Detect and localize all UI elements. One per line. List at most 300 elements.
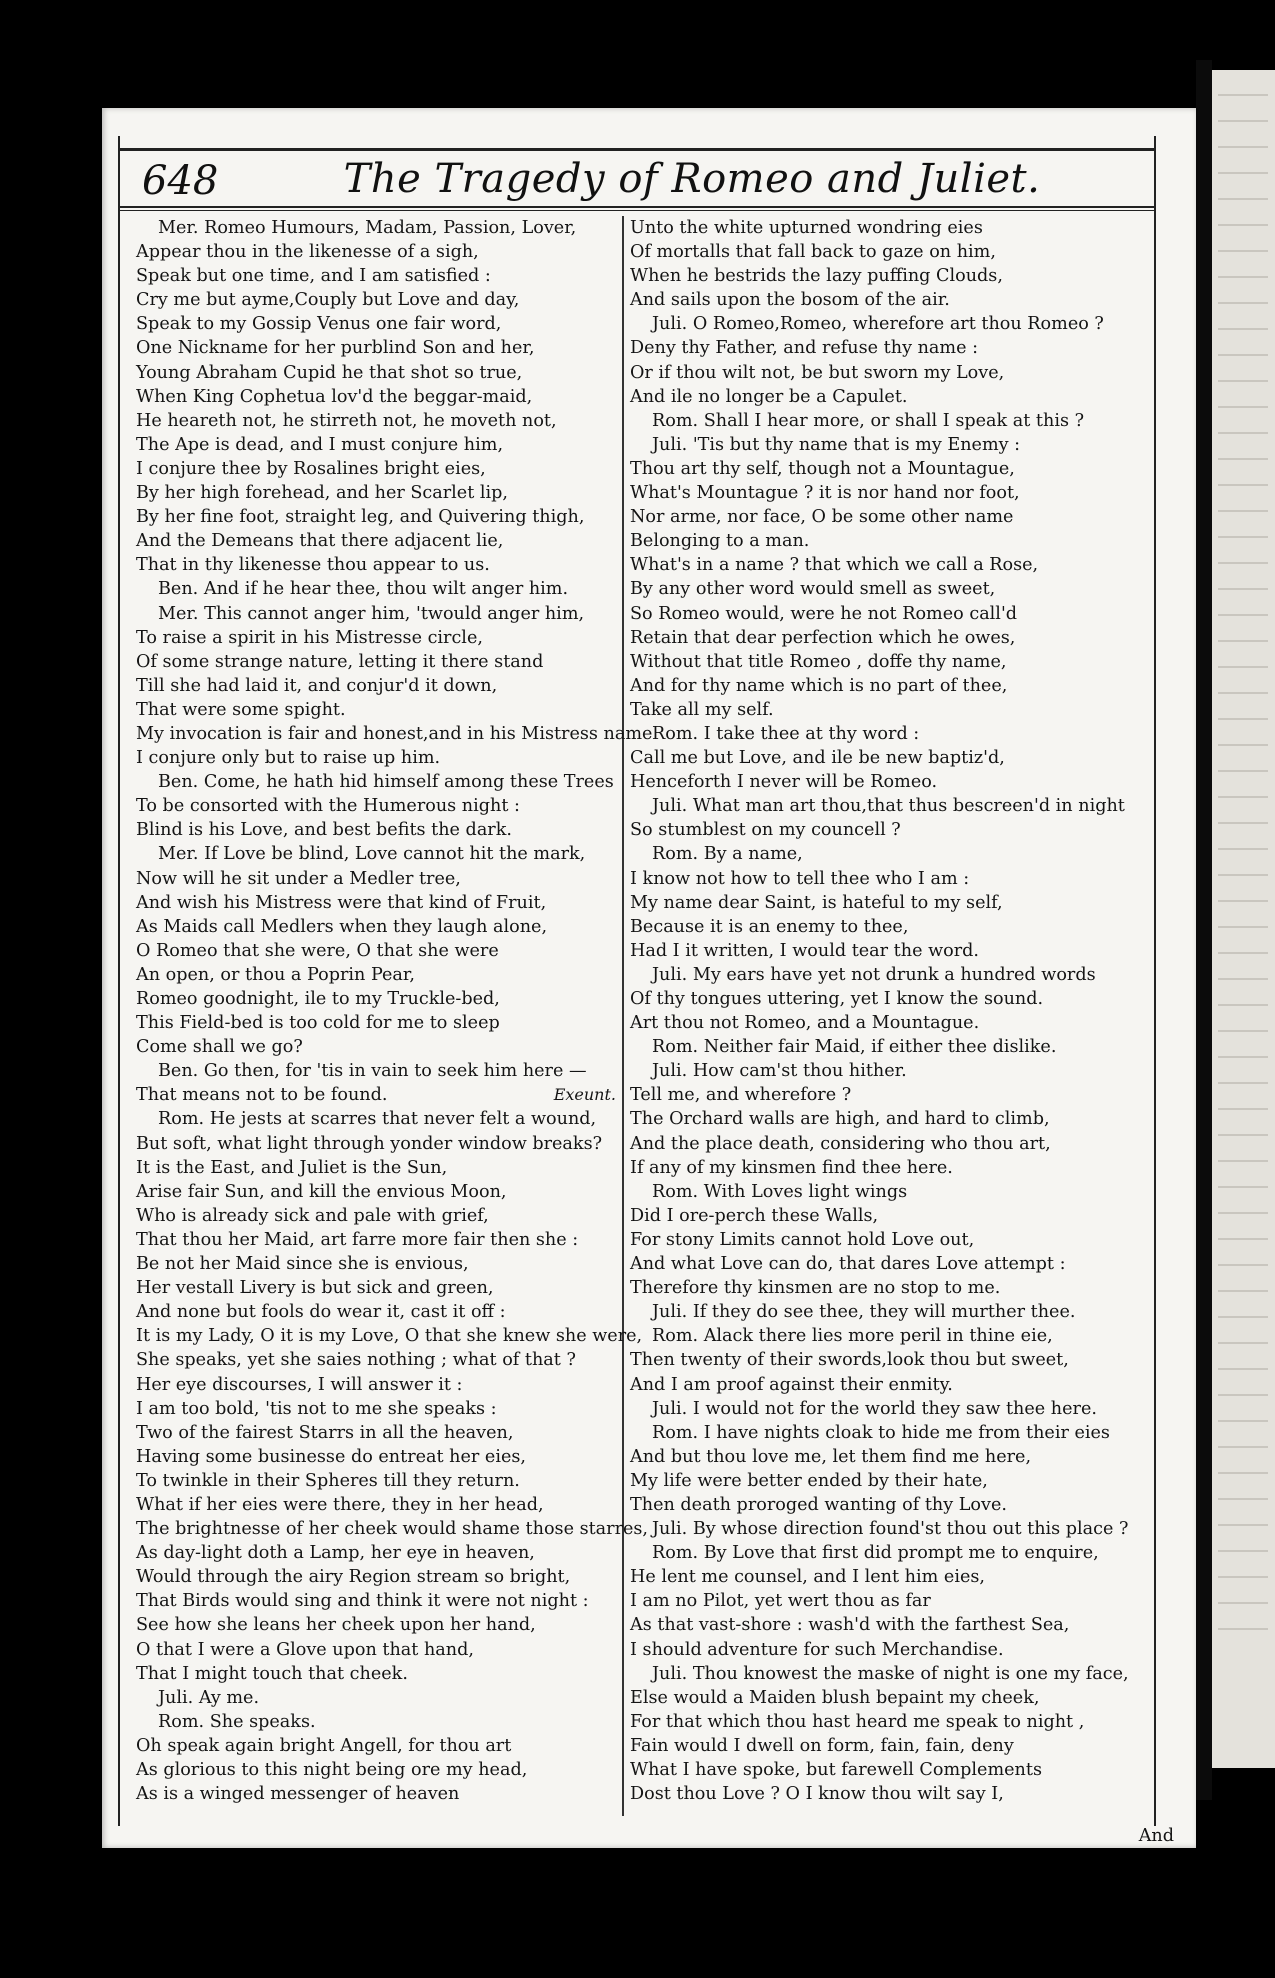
text-line-content: Thou art thy self, though not a Mountague, (630, 458, 1015, 479)
facing-page-text-trace (1218, 692, 1268, 694)
text-line (136, 1059, 620, 1083)
text-line-content: To be consorted with the Humerous night : (136, 796, 520, 817)
text-line (136, 1011, 620, 1035)
text-line-content: That means not to be found. (136, 1085, 388, 1106)
text-line-content: What's in a name ? that which we call a Rose, (630, 555, 1039, 576)
text-line-content: By her high forehead, and her Scarlet lip, (136, 483, 508, 504)
text-line (630, 1180, 1140, 1204)
facing-page-text-trace (1218, 1030, 1268, 1032)
text-line-content: Rom. I have nights cloak to hide me from their eies (652, 1422, 1110, 1443)
text-line-content: Ben. And if he hear thee, thou wilt anger him. (158, 579, 569, 600)
catchword: And (1138, 1826, 1174, 1846)
text-line-content: An open, or thou a Poprin Pear, (136, 964, 415, 985)
facing-page-text-trace (1218, 562, 1268, 564)
text-line (136, 1782, 620, 1806)
text-line (630, 891, 1140, 915)
text-line (630, 264, 1140, 288)
text-line (630, 1035, 1140, 1059)
text-line (630, 288, 1140, 312)
facing-page-text-trace (1218, 380, 1268, 382)
text-line-content: To raise a spirit in his Mistresse circle, (136, 627, 483, 648)
text-line (630, 867, 1140, 891)
text-line (136, 1493, 620, 1517)
text-line-content: That in thy likenesse thou appear to us. (136, 555, 490, 576)
facing-page-text-trace (1218, 484, 1268, 486)
text-line-content: What's Mountague ? it is nor hand nor foot, (630, 483, 1020, 504)
facing-page-text-trace (1218, 172, 1268, 174)
text-line (630, 1204, 1140, 1228)
facing-page-text-trace (1218, 1472, 1268, 1474)
text-line (136, 1565, 620, 1589)
text-line-content: Juli. My ears have yet not drunk a hundred words (652, 964, 1096, 985)
text-line-content: Juli. By whose direction found'st thou out this place ? (652, 1519, 1129, 1540)
text-line-content: And I am proof against their enmity. (630, 1374, 953, 1395)
facing-page-text-trace (1218, 1524, 1268, 1526)
text-line-content: And sails upon the bosom of the air. (630, 290, 950, 311)
facing-page-text-trace (1218, 1498, 1268, 1500)
facing-page-text-trace (1218, 1342, 1268, 1344)
text-line-content: But soft, what light through yonder window breaks? (136, 1133, 603, 1154)
text-line (630, 1638, 1140, 1662)
text-line-content: O Romeo that she were, O that she were (136, 940, 499, 961)
facing-page-text-trace (1218, 120, 1268, 122)
facing-page-text-trace (1218, 1264, 1268, 1266)
text-line (630, 1348, 1140, 1372)
text-line (630, 722, 1140, 746)
text-line (630, 1445, 1140, 1469)
text-line-content: Oh speak again bright Angell, for thou art (136, 1735, 512, 1756)
text-line-content: If any of my kinsmen find thee here. (630, 1157, 953, 1178)
facing-page-text-trace (1218, 1004, 1268, 1006)
text-line (630, 1059, 1140, 1083)
facing-page-text-trace (1218, 146, 1268, 148)
text-line-content: When King Cophetua lov'd the beggar-maid, (136, 386, 533, 407)
facing-page-text-trace (1218, 1420, 1268, 1422)
text-line-content: Rom. Shall I hear more, or shall I speak at this ? (652, 410, 1085, 431)
text-line (136, 1445, 620, 1469)
text-line-content: Speak to my Gossip Venus one fair word, (136, 314, 502, 335)
facing-page-text-trace (1218, 822, 1268, 824)
text-line-content: That thou her Maid, art farre more fair then she : (136, 1229, 579, 1250)
text-line-content: Two of the fairest Starrs in all the heaven, (136, 1422, 514, 1443)
text-line-content: Fain would I dwell on form, fain, fain, deny (630, 1735, 1014, 1756)
facing-page-text-trace (1218, 250, 1268, 252)
text-line (630, 1300, 1140, 1324)
text-line (136, 1662, 620, 1686)
text-line-content: Juli. How cam'st thou hither. (652, 1061, 907, 1082)
text-line-content: I conjure only but to raise up him. (136, 748, 441, 769)
text-line-content: Rom. I take thee at thy word : (652, 723, 920, 744)
text-line-content: Of some strange nature, letting it there stand (136, 651, 544, 672)
text-line-content: Call me but Love, and ile be new baptiz'd, (630, 748, 1005, 769)
text-line-content: Speak but one time, and I am satisfied : (136, 266, 491, 287)
facing-page-text-trace (1218, 328, 1268, 330)
facing-page-text-trace (1218, 588, 1268, 590)
text-line-content: Rom. Alack there lies more peril in thine eie, (652, 1326, 1053, 1347)
text-line (136, 794, 620, 818)
facing-page-text-trace (1218, 354, 1268, 356)
text-line (630, 1758, 1140, 1782)
facing-page-edge (1212, 70, 1275, 1768)
text-line-content: It is my Lady, O it is my Love, O that she knew she were, (136, 1326, 643, 1347)
text-line (630, 240, 1140, 264)
text-line (136, 1589, 620, 1613)
text-line-content: Ben. Go then, for 'tis in vain to seek him here — (158, 1061, 587, 1082)
text-line (630, 1662, 1140, 1686)
text-line-content: Nor arme, nor face, O be some other name (630, 507, 1014, 528)
text-line (136, 602, 620, 626)
facing-page-text-trace (1218, 432, 1268, 434)
text-line-content: Because it is an enemy to thee, (630, 916, 909, 937)
facing-page-text-trace (1218, 1394, 1268, 1396)
text-line (630, 433, 1140, 457)
text-line-content: My invocation is fair and honest,and in his Mistress name (136, 723, 653, 744)
text-line-content: And wish his Mistress were that kind of Fruit, (136, 892, 547, 913)
facing-page-text-trace (1218, 718, 1268, 720)
text-line-content: O that I were a Glove upon that hand, (136, 1639, 474, 1660)
text-line (136, 1228, 620, 1252)
text-line (630, 385, 1140, 409)
text-line (136, 1348, 620, 1372)
header-rule (118, 206, 1156, 208)
text-line (136, 1035, 620, 1059)
facing-page-text-trace (1218, 1316, 1268, 1318)
header-rule-thin (118, 210, 1156, 211)
column-divider (622, 216, 624, 1816)
running-title: The Tragedy of Romeo and Juliet. (343, 156, 1041, 202)
text-line-content: As that vast-shore : wash'd with the farthest Sea, (630, 1615, 1070, 1636)
facing-page-text-trace (1218, 666, 1268, 668)
text-line (630, 794, 1140, 818)
text-line-content: As is a winged messenger of heaven (136, 1784, 460, 1805)
text-line-content: It is the East, and Juliet is the Sun, (136, 1157, 448, 1178)
text-line (136, 1638, 620, 1662)
text-line-content: The Orchard walls are high, and hard to climb, (630, 1109, 1050, 1130)
text-line (136, 939, 620, 963)
text-line-content: The brightnesse of her cheek would shame those starres, (136, 1519, 649, 1540)
text-line (630, 1686, 1140, 1710)
text-line-content: Of thy tongues uttering, yet I know the sound. (630, 989, 1044, 1009)
text-line (630, 1517, 1140, 1541)
text-line (630, 1132, 1140, 1156)
text-line (630, 1613, 1140, 1637)
text-line-content: She speaks, yet she saies nothing ; what of that ? (136, 1350, 576, 1371)
text-line-content: This Field-bed is too cold for me to sleep (136, 1013, 500, 1034)
text-line-content: That I might touch that cheek. (136, 1663, 408, 1684)
text-line-content: Juli. What man art thou,that thus bescreen'd in night (652, 796, 1125, 817)
text-line (630, 216, 1140, 240)
text-line (136, 1107, 620, 1131)
text-line-content: What I have spoke, but farewell Complements (630, 1760, 1042, 1780)
text-line-content: And none but fools do wear it, cast it off : (136, 1302, 506, 1323)
text-line-content: One Nickname for her purblind Son and her, (136, 338, 535, 359)
text-line-content: Rom. Neither fair Maid, if either thee dislike. (652, 1037, 1057, 1058)
facing-page-text-trace (1218, 1628, 1268, 1630)
text-line (136, 409, 620, 433)
text-line (630, 818, 1140, 842)
facing-page-text-trace (1218, 848, 1268, 850)
text-line (630, 602, 1140, 626)
text-line (136, 336, 620, 360)
text-line (136, 361, 620, 385)
text-line-content: He lent me counsel, and I lent him eies, (630, 1567, 985, 1588)
text-line-content: As day-light doth a Lamp, her eye in heaven, (136, 1543, 535, 1564)
text-line (630, 1734, 1140, 1758)
text-line-content: Did I ore-perch these Walls, (630, 1205, 879, 1226)
text-line (136, 1324, 643, 1348)
text-line-content: Ben. Come, he hath hid himself among these Trees (158, 772, 614, 793)
text-line (136, 240, 620, 264)
text-line (136, 698, 620, 722)
text-line-content: Blind is his Love, and best befits the dark. (136, 820, 512, 841)
text-line (630, 1397, 1140, 1421)
facing-page-text-trace (1218, 1576, 1268, 1578)
text-line (136, 264, 620, 288)
text-line-content: Juli. Thou knowest the maske of night is one my face, (652, 1663, 1129, 1684)
text-line-content: My life were better ended by their hate, (630, 1470, 988, 1491)
facing-page-text-trace (1218, 510, 1268, 512)
text-line (630, 770, 1140, 794)
top-rule (118, 148, 1156, 151)
text-line-content: That Birds would sing and think it were not night : (136, 1591, 589, 1612)
text-line-content: Rom. With Loves light wings (652, 1181, 908, 1202)
text-line-content: Therefore thy kinsmen are no stop to me. (630, 1278, 1001, 1299)
facing-page-text-trace (1218, 276, 1268, 278)
text-line-content: By any other word would smell as sweet, (630, 579, 996, 600)
facing-page-text-trace (1218, 458, 1268, 460)
text-line (136, 1541, 620, 1565)
text-line-content: Young Abraham Cupid he that shot so true, (136, 362, 523, 383)
text-line (136, 915, 620, 939)
text-line (630, 1107, 1140, 1131)
text-line (630, 1493, 1140, 1517)
text-line (630, 939, 1140, 963)
text-line-content: The Ape is dead, and I must conjure him, (136, 434, 504, 455)
text-line (630, 336, 1140, 360)
facing-page-text-trace (1218, 1186, 1268, 1188)
text-line (630, 746, 1140, 770)
text-line (630, 529, 1140, 553)
facing-page-text-trace (1218, 952, 1268, 954)
text-line-content: Appear thou in the likenesse of a sigh, (136, 242, 479, 263)
text-line (136, 1132, 620, 1156)
text-line-content: Mer. Romeo Humours, Madam, Passion, Lover, (158, 218, 577, 238)
text-line-content: I am too bold, 'tis not to me she speaks : (136, 1398, 497, 1419)
facing-page-text-trace (1218, 1446, 1268, 1448)
text-line (136, 818, 620, 842)
text-line (136, 1397, 620, 1421)
facing-page-text-trace (1218, 1160, 1268, 1162)
text-line (630, 626, 1140, 650)
text-line (136, 1734, 620, 1758)
text-line-content: Mer. If Love be blind, Love cannot hit the mark, (158, 844, 586, 865)
facing-page-text-trace (1218, 926, 1268, 928)
text-line (136, 1686, 620, 1710)
text-line (630, 505, 1140, 529)
text-line (136, 312, 620, 336)
facing-page-text-trace (1218, 640, 1268, 642)
text-line (630, 987, 1140, 1011)
text-line-content: Be not her Maid since she is envious, (136, 1254, 469, 1275)
text-line (630, 1421, 1140, 1445)
facing-page-text-trace (1218, 94, 1268, 96)
text-line (136, 1469, 620, 1493)
text-line (630, 698, 1140, 722)
text-line (630, 1228, 1140, 1252)
text-line-content: Her vestall Livery is but sick and green, (136, 1278, 494, 1299)
text-line (630, 963, 1140, 987)
text-line (630, 650, 1140, 674)
facing-page-text-trace (1218, 1212, 1268, 1214)
right-column (630, 216, 1140, 1806)
text-line-content: Then death proroged wanting of thy Love. (630, 1494, 1007, 1515)
facing-page-text-trace (1218, 1368, 1268, 1370)
text-line-content: Mer. This cannot anger him, 'twould anger him, (158, 603, 585, 624)
text-line (136, 770, 620, 794)
text-line (136, 1613, 620, 1637)
text-line (136, 433, 620, 457)
page-number: 648 (142, 158, 219, 204)
book-gutter (1196, 60, 1212, 1800)
book-page (102, 108, 1196, 1848)
facing-page-text-trace (1218, 1056, 1268, 1058)
text-line (630, 1276, 1140, 1300)
text-line-content: That were some spight. (136, 699, 346, 720)
text-line-content: I know not how to tell thee who I am : (630, 868, 970, 889)
text-line-content: Juli. O Romeo,Romeo, wherefore art thou Romeo ? (652, 314, 1104, 335)
text-line-content: And the Demeans that there adjacent lie, (136, 531, 504, 552)
text-line-content: Cry me but ayme,Couply but Love and day, (136, 290, 520, 311)
text-line-content: And ile no longer be a Capulet. (630, 386, 908, 407)
facing-page-text-trace (1218, 1238, 1268, 1240)
text-line-content: Of mortalls that fall back to gaze on him, (630, 242, 996, 263)
text-line-content: Her eye discourses, I will answer it : (136, 1374, 463, 1395)
text-line-content: To twinkle in their Spheres till they return. (136, 1470, 520, 1491)
text-line (136, 1083, 620, 1107)
text-line (136, 891, 620, 915)
text-line-content: And for thy name which is no part of thee, (630, 675, 1008, 696)
text-line-content: Come shall we go? (136, 1037, 303, 1058)
text-line (136, 1276, 620, 1300)
text-line-content: Deny thy Father, and refuse thy name : (630, 338, 979, 359)
text-line (136, 1180, 620, 1204)
facing-page-text-trace (1218, 224, 1268, 226)
text-line-content: Juli. Ay me. (158, 1687, 260, 1708)
text-line-content: Without that title Romeo , doffe thy name, (630, 651, 1007, 672)
text-line (136, 842, 620, 866)
text-line-content: Romeo goodnight, ile to my Truckle-bed, (136, 989, 500, 1009)
text-line-content: Would through the airy Region stream so bright, (136, 1567, 571, 1588)
text-line (136, 650, 620, 674)
text-line (136, 1300, 620, 1324)
text-line (630, 553, 1140, 577)
text-line-content: Who is already sick and pale with grief, (136, 1205, 489, 1226)
text-line (630, 409, 1140, 433)
text-line-content: And the place death, considering who thou art, (630, 1133, 1051, 1154)
text-line (630, 1469, 1140, 1493)
text-line-content: My name dear Saint, is hateful to my self, (630, 892, 1003, 913)
text-line-content: Art thou not Romeo, and a Mountague. (630, 1013, 980, 1034)
text-line (136, 626, 620, 650)
text-line-content: Rom. By Love that first did prompt me to enquire, (652, 1543, 1099, 1564)
text-line (630, 1324, 1140, 1348)
text-line (136, 529, 620, 553)
text-line-content: Rom. He jests at scarres that never felt a wound, (158, 1109, 597, 1130)
text-line (630, 312, 1140, 336)
facing-page-text-trace (1218, 1108, 1268, 1110)
scan-shadow-left (0, 0, 100, 1978)
text-line-content: See how she leans her cheek upon her hand, (136, 1615, 536, 1636)
text-line (136, 1252, 620, 1276)
text-line-content: Rom. By a name, (652, 844, 803, 865)
text-line (136, 1156, 620, 1180)
text-line-content: Now will he sit under a Medler tree, (136, 868, 461, 889)
facing-page-text-trace (1218, 1290, 1268, 1292)
facing-page-text-trace (1218, 198, 1268, 200)
text-line (630, 481, 1140, 505)
text-line-content: Retain that dear perfection which he owes, (630, 627, 1016, 648)
facing-page-text-trace (1218, 1602, 1268, 1604)
text-line (136, 505, 620, 529)
text-line (630, 1589, 1140, 1613)
text-line (136, 481, 620, 505)
text-line-content: Belonging to a man. (630, 531, 810, 552)
text-line (136, 867, 620, 891)
text-line (136, 1204, 620, 1228)
facing-page-text-trace (1218, 744, 1268, 746)
text-line (136, 457, 620, 481)
text-line-content: Then twenty of their swords,look thou but sweet, (630, 1350, 1069, 1371)
facing-page-text-trace (1218, 978, 1268, 980)
text-line (630, 915, 1140, 939)
text-line (630, 577, 1140, 601)
text-line-content: For that which thou hast heard me speak to night , (630, 1711, 1085, 1732)
facing-page-text-trace (1218, 536, 1268, 538)
text-line (136, 1373, 620, 1397)
text-line-content: Having some businesse do entreat her eies, (136, 1446, 527, 1467)
text-line-content: Or if thou wilt not, be but sworn my Love, (630, 362, 1005, 383)
text-line (136, 987, 620, 1011)
text-line-content: Else would a Maiden blush bepaint my cheek, (630, 1687, 1040, 1708)
facing-page-text-trace (1218, 1134, 1268, 1136)
text-line (630, 1565, 1140, 1589)
text-line-content: Take all my self. (630, 699, 774, 720)
text-line-content: I conjure thee by Rosalines bright eies, (136, 458, 486, 479)
text-line-content: Till she had laid it, and conjur'd it down, (136, 675, 498, 696)
text-line-content: Arise fair Sun, and kill the envious Moon, (136, 1181, 507, 1202)
text-line (136, 288, 620, 312)
text-line (136, 963, 620, 987)
text-line-content: As glorious to this night being ore my head, (136, 1760, 528, 1780)
text-line-content: And but thou love me, let them find me here, (630, 1446, 1032, 1467)
text-line (630, 1710, 1140, 1734)
text-line-content: As Maids call Medlers when they laugh alone, (136, 916, 548, 937)
facing-page-text-trace (1218, 796, 1268, 798)
text-line-content: Had I it written, I would tear the word. (630, 940, 979, 961)
text-line-content: I am no Pilot, yet wert thou as far (630, 1591, 931, 1612)
text-line-content: Dost thou Love ? O I know thou wilt say I, (630, 1784, 1004, 1805)
facing-page-text-trace (1218, 302, 1268, 304)
text-line (136, 553, 620, 577)
text-line (136, 722, 653, 746)
text-line-content: Rom. She speaks. (158, 1711, 316, 1732)
text-line (136, 577, 620, 601)
facing-page-text-trace (1218, 770, 1268, 772)
stage-direction: Exeunt. (553, 1085, 616, 1105)
text-line-content: For stony Limits cannot hold Love out, (630, 1229, 975, 1250)
text-line (136, 1710, 620, 1734)
text-line (136, 674, 620, 698)
